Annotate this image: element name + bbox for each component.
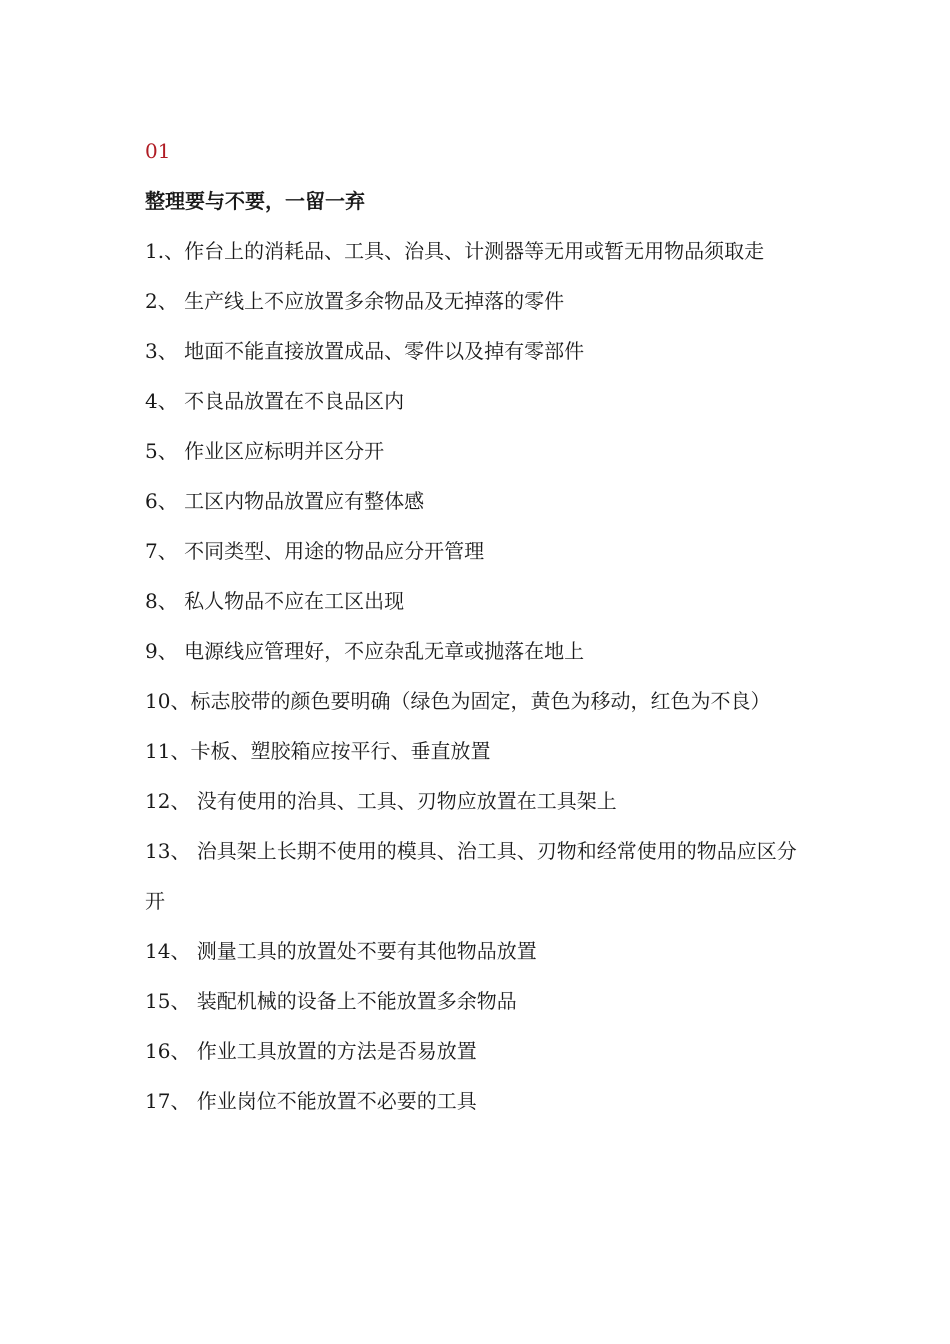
section-number: 01	[145, 139, 171, 163]
rule-item-11: 11、卡板、塑胶箱应按平行、垂直放置	[145, 739, 491, 763]
rule-item-15: 15、 装配机械的设备上不能放置多余物品	[145, 989, 517, 1013]
rule-item-16: 16、 作业工具放置的方法是否易放置	[145, 1039, 477, 1063]
rule-item-6: 6、 工区内物品放置应有整体感	[145, 489, 425, 513]
rule-item-4: 4、 不良品放置在不良品区内	[145, 389, 405, 413]
rule-item-3: 3、 地面不能直接放置成品、零件以及掉有零部件	[145, 339, 585, 363]
rule-item-8: 8、 私人物品不应在工区出现	[145, 589, 405, 613]
rule-item-17: 17、 作业岗位不能放置不必要的工具	[145, 1089, 477, 1113]
rule-item-13: 13、 治具架上长期不使用的模具、治工具、刃物和经常使用的物品应区分开	[145, 839, 797, 913]
rule-item-14: 14、 测量工具的放置处不要有其他物品放置	[145, 939, 537, 963]
rule-item-9: 9、 电源线应管理好，不应杂乱无章或抛落在地上	[145, 639, 585, 663]
rule-item-5: 5、 作业区应标明并区分开	[145, 439, 385, 463]
document-page	[145, 126, 815, 1126]
rule-item-2: 2、 生产线上不应放置多余物品及无掉落的零件	[145, 289, 565, 313]
rule-item-10: 10、标志胶带的颜色要明确（绿色为固定，黄色为移动，红色为不良）	[145, 689, 771, 713]
rule-item-7: 7、 不同类型、用途的物品应分开管理	[145, 539, 485, 563]
rule-list	[145, 226, 815, 1126]
rule-item-1: 1.、作台上的消耗品、工具、治具、计测器等无用或暂无用物品须取走	[145, 239, 765, 263]
rule-item-12: 12、 没有使用的治具、工具、刃物应放置在工具架上	[145, 789, 617, 813]
section-title: 整理要与不要，一留一弃	[145, 189, 365, 213]
